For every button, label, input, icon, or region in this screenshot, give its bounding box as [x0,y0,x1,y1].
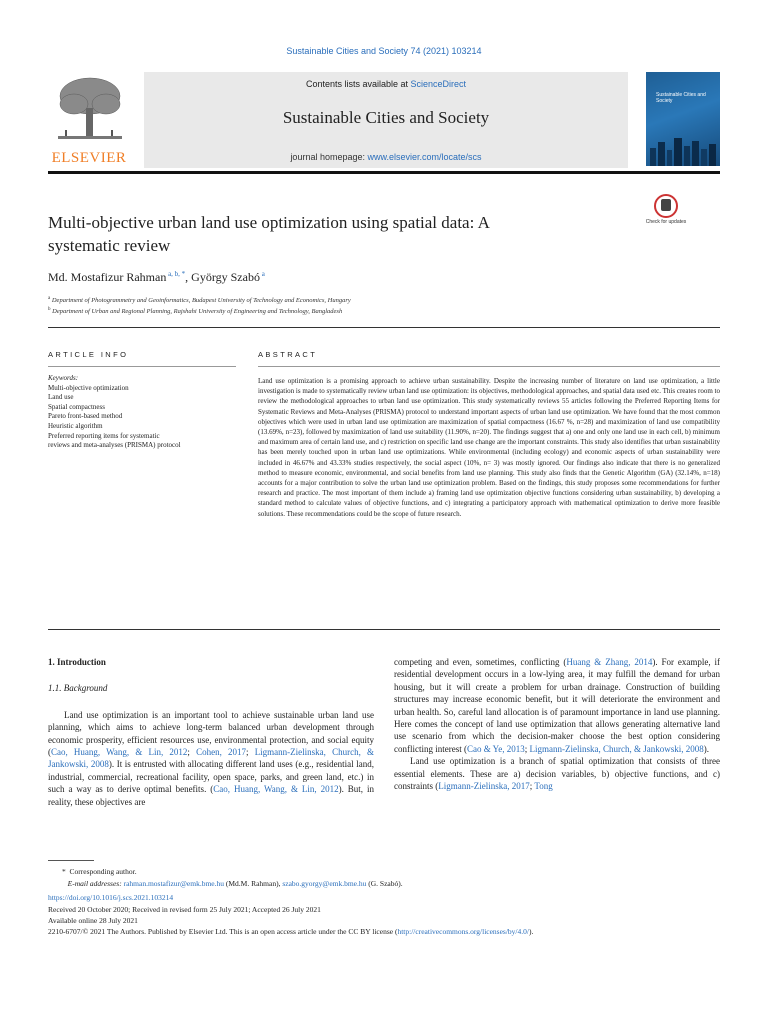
available-online-date: Available online 28 July 2021 [48,916,138,925]
body-column-right [394,656,720,792]
abstract-text: Land use optimization is a promising approach to achieve urban sustainability. Despite the increasing number of literature on land use optimization, a little investigation is made to systematically review urban land use optimization: its objectives, methodological approaches, and spatial data used etc. This creates room to review the methodological approaches to urban land use optimization. This study systematically reviews 55 articles following the Preferred Reporting Items for Systematic Reviews and Meta-Analyses (PRISMA) protocol to understand important aspects of urban land use optimization. We have found that the most common objectives which were used in urban land use optimization are maximization of spatial compactness (16.67 %, n=28) and maximization of land use compatibility (13.69%, n=23), followed by maximization of land use suitability (11.90%, n=20). The findings suggest that a) one and only one land use in each cell, b) minimum and maximum area of certain land use, and c) restriction on specific land use change are the important constraints. This study also identifies that urban sustainability has been merely touched upon in urban land use optimizations. While environmental (including ecology) and economic aspects of urban sustainability were included in 46.67% and 43.33% studies respectively, the social aspect (10%, n= 3) was mostly ignored. Our findings also indicate that there is no generalized method to measure economic, environmental, and social benefits from land use planning. This study also finds that the Genetic Algorithm (GA) (32.14%, n=18) accounts for a major contribution to solve the urban land use optimization problem. Based on the findings, this study proposes some recommendations for further research and practice. The most important of them include a) framing land use optimization objective functions considering urban sustainability, b) developing a standard method to calculate values of objective functions, and c) integrating a participatory approach with mathematical optimization to derive more feasible solutions. These recommendations could be the scope of future research. [258,377,720,518]
reference-link[interactable]: Cohen, 2017 [196,747,247,758]
check-for-updates-badge[interactable] [645,194,687,236]
body-column-left [48,656,374,808]
keywords-block [48,374,236,451]
license-statement: 2210-6707/© 2021 The Authors. Published by Elsevier Ltd. This is an open access article under the CC BY license (http://creativecommons.org/licenses/by/4.0/). [48,927,534,937]
article-info-label: ARTICLE INFO [48,350,129,359]
affiliation-a: $^a$ Department of Photogrammetry and Geoinformatics, Budapest University of Technology and Economics, Hungary [48,296,351,305]
author-rahman-marks[interactable]: a, b, * [168,270,186,278]
journal-cover-thumbnail[interactable] [646,72,720,166]
footnote-rule [48,860,94,861]
keyword-item: Preferred reporting items for systematic [48,431,160,440]
journal-citation-link[interactable]: Sustainable Cities and Society 74 (2021) 103214 [286,46,482,56]
body-paragraph: Land use optimization is a branch of spatial optimization that consists of three essential elements. These are a) decision variables, b) objective functions, and c) constraints (Ligmann-Zielinska, 2017; Tong [394,756,720,792]
sciencedirect-link[interactable]: ScienceDirect [410,79,467,89]
email-addresses: E-mail addresses: rahman.mostafizur@emk.bme.hu (Md.M. Rahman), szabo.gyorgy@emk.bme.hu (G. Szabó). [67,878,403,888]
journal-homepage-link[interactable]: www.elsevier.com/locate/scs [367,152,482,162]
keywords-heading: Keywords: [48,374,79,382]
author-rahman[interactable]: Md. Mostafizur Rahman [48,270,167,284]
email-link-rahman[interactable]: rahman.mostafizur@emk.bme.hu [123,878,225,888]
reference-link[interactable]: Huang & Zhang, 2014 [566,657,653,667]
article-title: Multi-objective urban land use optimization using spatial data: A systematic review [48,213,490,255]
license-link[interactable]: http://creativecommons.org/licenses/by/4.0/ [397,927,529,937]
masthead-rule [48,171,720,174]
elsevier-tree-icon [54,74,126,144]
keyword-item: Land use [48,393,74,402]
author-szabo-marks[interactable]: a [261,270,265,278]
reference-link[interactable]: Cao & Ye, 2013 [466,743,525,754]
email-link-szabo[interactable]: szabo.gyorgy@emk.bme.hu [282,878,367,888]
body-paragraph: competing and even, sometimes, conflicting (Huang & Zhang, 2014). For example, if residential development occurs in a low-lying area, it may fulfill the demand for urban housing, but it will create a problem for urban drainage. Construction of building structures may increase economic benefit, but it will deteriorate the environment and urban health. So, careful land allocation is of paramount importance in land use planning. Here comes the concept of land use optimization that allows generating alternative land use scenario from which the decision-maker choose the best option considering conflicting interest (Cao & Ye, 2013; Ligmann-Zielinska, Church, & Jankowski, 2008). [394,657,720,754]
check-updates-icon [654,194,678,218]
journal-title-band [144,72,628,168]
reference-link[interactable]: Ligmann-Zielinska, Church, & Jankowski, 2008 [529,743,704,754]
affiliation-b: $^b$ Department of Urban and Regional Planning, Rajshahi University of Engineering and Technology, Bangladesh [48,307,343,316]
keyword-item: Multi-objective optimization [48,383,129,392]
abstract-label: ABSTRACT [258,350,318,359]
keyword-item: Heuristic algorithm [48,421,103,430]
cover-title: Sustainable Cities and Society [656,92,706,104]
check-updates-label: Check for updates [645,219,687,225]
subsection-heading-background: 1.1. Background [48,683,108,694]
abstract-rule [258,366,720,367]
reference-link[interactable]: Cao, Huang, Wang, & Lin, 2012 [51,747,188,758]
author-szabo[interactable]: György Szabó [191,270,260,284]
article-metadata [48,892,720,938]
cover-city-skyline-icon [646,136,720,166]
author-line: Md. Mostafizur Rahman $^{a, b, *}$, György Szabó $^a$ [48,270,265,284]
journal-name: Sustainable Cities and Society [282,108,490,127]
elsevier-wordmark: ELSEVIER [51,150,127,166]
article-info-rule [48,366,236,367]
keyword-item: Spatial compactness [48,402,105,411]
header-divider [48,327,720,328]
body-paragraph: Land use optimization is an important tool to achieve sustainable urban land use planning, which aims to achieve long-term balanced urban development through economic prosperity, efficient resources use, environmental protection, and social equity (Cao, Huang, Wang, & Lin, 2012; Cohen, 2017; Ligmann-Zielinska, Church, & Jankowski, 2008). It is entrusted with allocating different land uses (e.g., residential land, industrial, commercial, recreational facility, open space, parks, and green land, etc.) in such a way as to derive optimal benefits. (Cao, Huang, Wang, & Lin, 2012). But, in reality, these objectives are [48,709,375,807]
section-heading-introduction: 1. Introduction [48,657,106,667]
abstract-divider [48,629,720,630]
contents-available-line: Contents lists available at ScienceDirect [305,79,467,89]
elsevier-logo[interactable] [48,72,130,168]
doi-link[interactable]: https://doi.org/10.1016/j.scs.2021.103214 [48,893,174,903]
received-dates: Received 20 October 2020; Received in revised form 25 July 2021; Accepted 26 July 2021 [48,904,321,914]
reference-link[interactable]: Ligmann-Zielinska, Church, & Jankowski, 2008 [48,747,374,770]
corresponding-author-note: * Corresponding author. [62,867,137,876]
keyword-item: Pareto front-based method [48,412,123,421]
journal-homepage-line: journal homepage: www.elsevier.com/locate/scs [290,152,482,162]
reference-link[interactable]: Cao, Huang, Wang, & Lin, 2012 [213,784,339,795]
reference-link[interactable]: Tong [534,781,553,792]
journal-masthead [48,70,720,170]
footnotes [48,866,720,938]
keyword-item: reviews and meta-analyses (PRISMA) protocol [48,441,181,450]
reference-link[interactable]: Ligmann-Zielinska, 2017 [438,781,530,792]
